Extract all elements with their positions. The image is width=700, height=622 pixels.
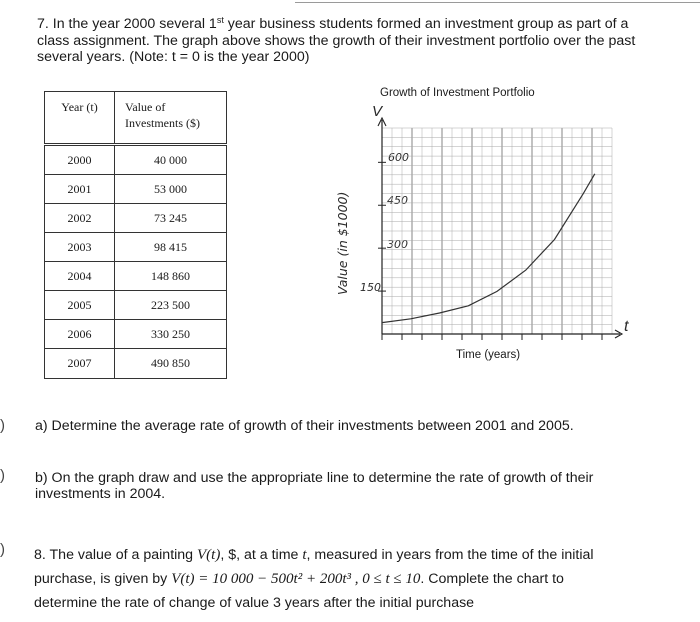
q8-after-t: , measured in years from the time of the initial [306, 547, 594, 563]
q7-line3: several years. (Note: t = 0 is the year 2000) [37, 49, 310, 65]
year-cell: 2000 [45, 145, 115, 175]
x-axis-name: t [624, 318, 629, 335]
header-value-line2: Investments ($) [125, 116, 200, 130]
part-b-text [35, 470, 655, 502]
margin-mark: ) [0, 467, 5, 484]
q8-equation: V(t) = 10 000 − 500t² + 200t³ , 0 ≤ t ≤ 10 [171, 571, 421, 587]
y-tick-label: 150 [360, 281, 381, 294]
year-cell: 2007 [45, 349, 115, 379]
header-year: Year (t) [45, 92, 115, 145]
part-b-line1: b) On the graph draw and use the appropriate line to determine the rate of growth of their [35, 470, 594, 486]
q8-after-vt: , $, at a time [220, 547, 303, 563]
year-cell: 2005 [45, 291, 115, 320]
margin-mark: ) [0, 417, 5, 434]
value-cell: 223 500 [115, 291, 227, 320]
value-cell: 73 245 [115, 204, 227, 233]
value-cell: 148 860 [115, 262, 227, 291]
part-a-text: a) Determine the average rate of growth of their investments between 2001 and 2005. [35, 418, 574, 434]
q8-line3: determine the rate of change of value 3 years after the initial purchase [34, 595, 475, 611]
year-cell: 2006 [45, 320, 115, 349]
q8-line2-end: . Complete the chart to [420, 571, 564, 587]
value-cell: 98 415 [115, 233, 227, 262]
q8-line2-start: purchase, is given by [34, 571, 172, 587]
value-cell: 53 000 [115, 175, 227, 204]
y-axis-name: V [372, 103, 383, 120]
value-cell: 330 250 [115, 320, 227, 349]
y-tick-label: 450 [387, 194, 408, 207]
year-cell: 2004 [45, 262, 115, 291]
value-cell: 40 000 [115, 145, 227, 175]
chart-axes [378, 118, 622, 340]
series-line [382, 174, 595, 323]
q8-vt: V(t) [197, 547, 221, 563]
y-axis-label: Value (in $1000) [335, 191, 350, 295]
q8-intro: 8. The value of a painting [34, 547, 198, 563]
chart-grid [382, 128, 612, 334]
value-cell: 490 850 [115, 349, 227, 379]
q8-t: t [302, 547, 307, 563]
chart-title: Growth of Investment Portfolio [380, 87, 535, 99]
header-value-line1: Value of [125, 100, 166, 114]
q7-sup: st [216, 15, 224, 25]
y-tick-label: 600 [388, 151, 409, 164]
q7-line1: 7. In the year 2000 several 1 [37, 16, 217, 32]
year-cell: 2003 [45, 233, 115, 262]
margin-mark: ) [0, 541, 5, 558]
year-cell: 2002 [45, 204, 115, 233]
q7-line1-end: year business students formed an investment group as part of a [223, 16, 629, 32]
part-b-line2: investments in 2004. [35, 486, 166, 502]
q7-line2: class assignment. The graph above shows the growth of their investment portfolio over the past [37, 32, 636, 49]
question-8-text [34, 543, 664, 615]
x-axis-label: Time (years) [456, 349, 521, 361]
y-tick-label: 300 [387, 238, 408, 251]
year-cell: 2001 [45, 175, 115, 204]
